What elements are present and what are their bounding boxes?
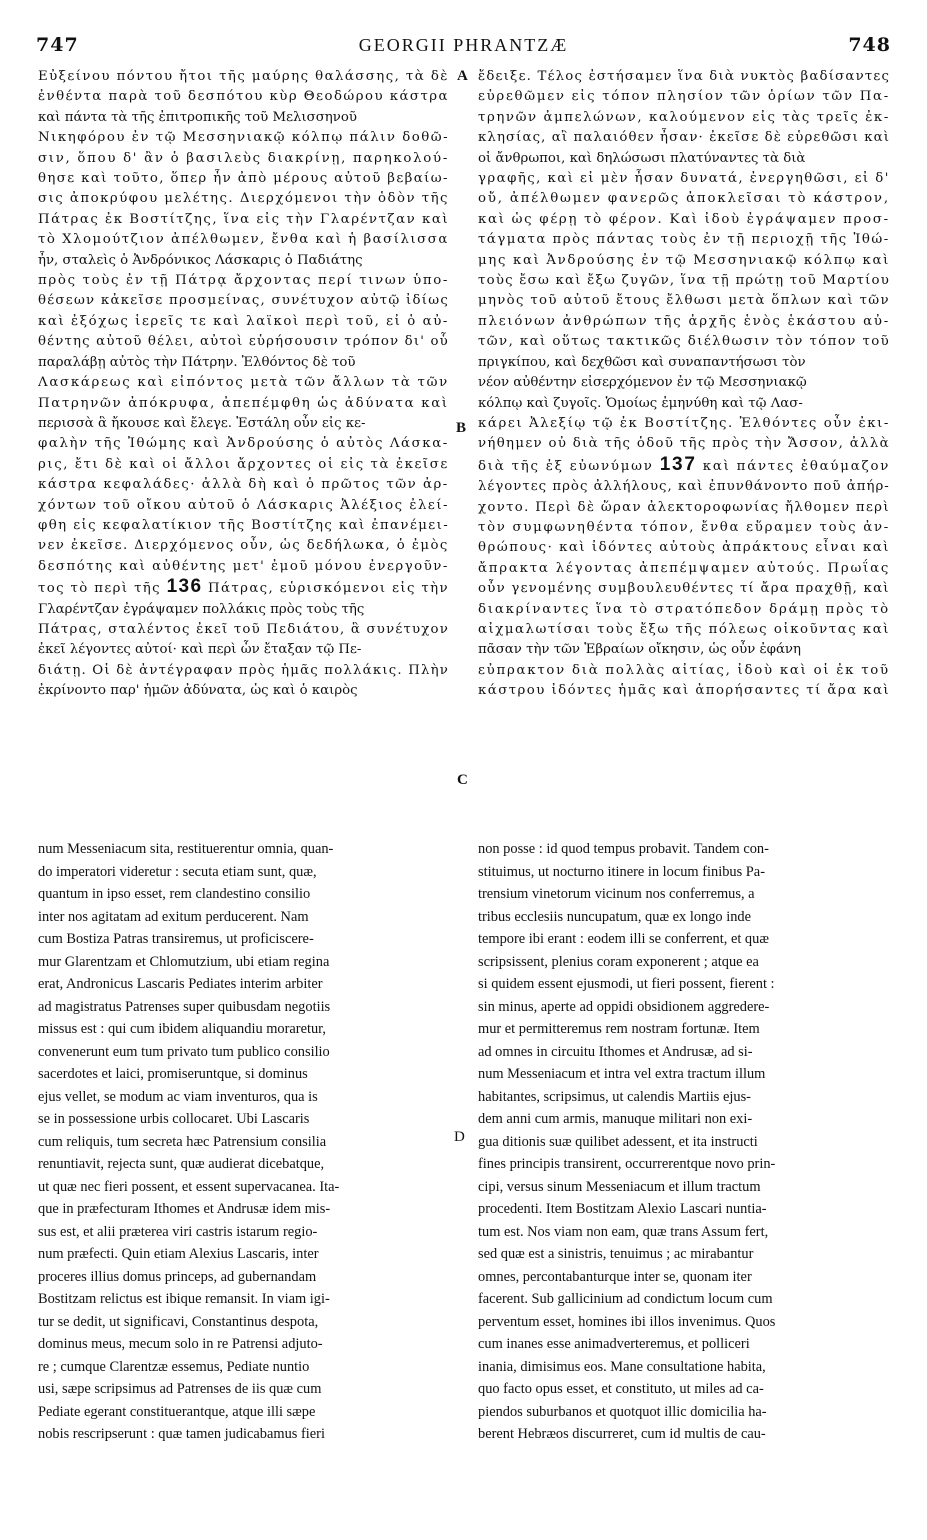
latin-left-line: num præfecti. Quin etiam Alexius Lascaris, inter [38, 1246, 319, 1262]
greek-right-line: νέον αὐθέντην εἰσερχόμενον ἐν τῷ Μεσσηνιακῷ [478, 375, 807, 391]
greek-right-line: οὔ, ἀπέλθωμεν φανερῶς ἀποκλεῖσαι τὸ κάστρον, [478, 191, 890, 207]
latin-left-line: convenerunt eum tum privato tum publico consilio [38, 1043, 330, 1060]
latin-left-line: ad magistratus Patrenses super quibusdam negotiis [38, 998, 331, 1015]
latin-right-line: tum est. Nos viam non eam, quæ trans Assum fert, [478, 1223, 769, 1240]
latin-right-line: inania, dimisimus eos. Mane consultatione habita, [478, 1358, 766, 1375]
latin-left-line: sus est, et alii præterea viri castris istarum regio- [38, 1223, 318, 1240]
greek-right-line: πλειόνων ἀνθρώπων τῆς ἀρχῆς ἑνὸς ἑκάστου αὐ- [478, 313, 890, 329]
greek-left-line: ἐκρίνοντο παρ' ἡμῶν ἀδύνατα, ὡς καὶ ὁ καιρὸς [38, 683, 358, 699]
latin-left-line: num Messeniacum sita, restituerentur omnia, quan- [38, 841, 334, 857]
margin-letter-d: D [454, 1129, 465, 1145]
latin-left-line: sacerdotes et laici, promiseruntque, si dominus [38, 1066, 308, 1082]
latin-right-line: gua ditionis suæ quilibet adessent, et ita instructi [478, 1133, 758, 1150]
latin-left-line: ut quæ nec fieri possent, et essent supervacanea. Ita- [38, 1178, 340, 1195]
latin-left-line: Bostitzam relictus est ibique remansit. In viam igi- [38, 1291, 330, 1307]
greek-right-line: γραφῆς, καὶ εἰ μὲν ἦσαν δυνατά, ἐνεργηθῶσι, εἰ δ' [478, 171, 890, 187]
greek-right-line: διακρίναντες ἵνα τὸ στρατόπεδον δράμῃ πρὸς τὸ [478, 601, 890, 617]
greek-right-line: τὸν συμφωνηθέντα τόπον, ἔνθα εὕραμεν τοὺς ἀν- [478, 519, 890, 535]
greek-right-line: μης καὶ Ἀνδρούσης ἐν τῷ Μεσσηνιακῷ κόλπῳ καὶ [478, 252, 890, 268]
greek-right-line: κάστρου ἰδόντες ἡμᾶς καὶ ἀπορήσαντες τί ἄρα καὶ [478, 683, 890, 699]
latin-right-line: quo facto opus esset, et constituto, ut miles ad ca- [478, 1381, 764, 1397]
latin-left-line: do imperatori videretur : secuta etiam sunt, quæ, [38, 863, 317, 880]
greek-left-line: θέντης αὐτοῦ θέλει, αὐτοὶ εὑρήσουσιν τρόπον δι' οὗ [38, 334, 449, 350]
greek-right-line: νήθημεν οὐ διὰ τῆς ὁδοῦ τῆς πρὸς τὴν Ἄσσον, ἀλλὰ [478, 436, 890, 452]
latin-right-line: omnes, percontabanturque inter se, quonam iter [478, 1268, 752, 1285]
latin-left-line: proceres illius domus princeps, ad gubernandam [38, 1268, 317, 1285]
latin-column-left [38, 838, 449, 1528]
greek-right-line: οἱ ἄνθρωποι, καὶ δηλώσωσι πλατύναντες τὰ διὰ [478, 150, 806, 166]
latin-left-line: tur se dedit, ut significavi, Constantinus despota, [38, 1313, 319, 1330]
greek-left-line: ρις, ἔτι δὲ καὶ οἱ ἄλλοι ἄρχοντες οἱ εἰς τὰ ἐκεῖσε [38, 456, 449, 472]
greek-left-line: κάστρα κεφαλάδες· ἀλλὰ δὴ καὶ ὁ πρῶτος τῶν ἀρ- [38, 477, 449, 493]
greek-left-line: τος τὸ περὶ τῆς 136 Πάτρας, εὑρισκόμενοι εἰς τὴν [38, 577, 449, 598]
latin-right-line: berent Hebræos discurreret, cum id multis de cau- [478, 1426, 766, 1442]
latin-right-line: habitantes, scripsimus, ut calendis Martiis ejus- [478, 1088, 751, 1105]
greek-right-line: ἔδειξε. Τέλος ἐστήσαμεν ἵνα διὰ νυκτὸς βαδίσαντες [478, 69, 890, 84]
page-number-right: 748 [848, 34, 891, 56]
greek-left-line: τὸ Χλομούτζιον ἀπέλθωμεν, ἔνθα καὶ ἡ βασίλισσα [38, 232, 449, 248]
latin-right-line: stituimus, ut nocturno itinere in locum finibus Pa- [478, 863, 765, 880]
greek-left-line: ἐνθέντα παρὰ τοῦ δεσπότου κὺρ Θεοδώρου κάστρα [38, 89, 449, 105]
latin-left-line: re ; cumque Clarentzæ essemus, Pediate nuntio [38, 1358, 310, 1375]
greek-left-line: ἐκεῖ λέγοντες αὐτοί· καὶ περὶ ὧν ἔταξαν τῷ Πε- [38, 642, 362, 658]
greek-left-line: δεσπότης καὶ αὐθέντης μετ' ἐμοῦ μόνου ἐνεργοῦν- [38, 558, 449, 574]
latin-left-line: ejus vellet, se modum ac viam inventuros, qua is [38, 1088, 318, 1105]
greek-left-line: Λασκάρεως καὶ εἰπόντος μετὰ τῶν ἄλλων τὰ τῶν [38, 375, 449, 391]
latin-left-line: cum reliquis, tum secreta hæc Patrensium consilia [38, 1133, 327, 1150]
greek-right-line: εὑρεθῶμεν εἰς τόπον πλησίον τῶν ὁρίων τῶν Πα- [478, 89, 890, 105]
latin-left-line: inter nos agitatam ad exitum perducerent. Nam [38, 908, 309, 925]
latin-left-line: dominus meus, mecum solo in re Patrensi adjuto- [38, 1336, 323, 1352]
latin-left-line: cum Bostiza Patras transiremus, ut proficiscere- [38, 931, 314, 947]
latin-right-line: facerent. Sub gallicinium ad condictum locum cum [478, 1291, 773, 1307]
greek-left-line: Πάτρας, σταλέντος ἐκεῖ τοῦ Πεδιάτου, ἃ συνέτυχον [38, 621, 449, 637]
greek-right-line: ἄπρακτα λέγοντας ἀπεπέμψαμεν αὐτούς. Πρωΐας [478, 560, 890, 576]
latin-right-line: sed quæ est a sinistris, tenuimus ; ac mirabantur [478, 1246, 754, 1262]
latin-right-line: trensium vinetorum vicinum nos conferremus, a [478, 886, 755, 902]
greek-left-line: σις ἀποκρύφου μελέτης. Διερχόμενοι τὴν ὁδὸν τῆς [38, 191, 449, 207]
greek-left-line: περισσὰ ἃ ἤκουσε καὶ ἔλεγε. Ἐστάλη οὖν εἰς κε- [38, 415, 366, 431]
greek-column-left [38, 67, 449, 817]
latin-right-line: tempore ibi erant : eodem illi se conferrent, et quæ [478, 931, 769, 947]
latin-left-line: nobis rescripserunt : quæ tamen judicabamus fieri [38, 1426, 325, 1442]
section-number: 136 [166, 577, 203, 598]
greek-right-line: πᾶσαν τὴν τῶν Ἑβραίων οἴκησιν, ὡς οὖν ἐφάνη [478, 642, 801, 658]
latin-right-line: ad omnes in circuitu Ithomes et Andrusæ, ad si- [478, 1043, 753, 1060]
greek-right-line: κόλπῳ καὶ ζυγοῖς. Ὁμοίως ἐμηνύθη καὶ τῷ Λασ- [478, 395, 803, 411]
latin-right-line: num Messeniacum et intra vel extra tractum illum [478, 1066, 766, 1082]
greek-right-line: τοὺς ἔσω καὶ ἔξω ζυγῶν, ἵνα τῇ πρώτῃ τοῦ Μαρτίου [478, 273, 890, 289]
greek-left-line: φθη εἰς κεφαλατίκιον τῆς Βοστίτζης καὶ ἐπανέμει- [38, 517, 449, 533]
greek-right-line: χοντο. Περὶ δὲ ὥραν ἀλεκτοροφωνίας ἤλθομεν περὶ [478, 499, 890, 515]
greek-left-line: Εὐξείνου πόντου ἤτοι τῆς μαύρης θαλάσσης, τὰ δὲ [38, 69, 449, 84]
latin-left-line: renuntiavit, rejecta sunt, quæ audierat dicebatque, [38, 1156, 325, 1172]
greek-left-line: Νικηφόρου ἐν τῷ Μεσσηνιακῷ κόλπῳ πάλιν δοθῶ- [38, 130, 449, 146]
latin-right-line: si quidem essent ejusmodi, ut fieri possent, fierent : [478, 976, 775, 992]
greek-right-line: πριγκίπου, καὶ δεχθῶσι καὶ συναπαντήσωσι τὸν [478, 354, 806, 370]
greek-right-line: τῶν, καὶ οὕτως τακτικῶς διέλθωσιν τὸν τόπον τοῦ [478, 334, 890, 350]
running-title: GEORGII PHRANTZÆ [358, 35, 569, 55]
latin-right-line: sin minus, aperte ad oppidi obsidionem aggredere- [478, 998, 770, 1015]
latin-left-line: que in præfecturam Ithomes et Andrusæ idem mis- [38, 1201, 331, 1217]
latin-right-line: mur et permitteremus rem nostram fortunæ. Item [478, 1021, 760, 1037]
latin-right-line: cum inanes esse animadverteremus, et polliceri [478, 1336, 750, 1352]
margin-letter-c: C [457, 772, 468, 788]
latin-right-line: procedenti. Item Bostitzam Alexio Lascari nuntia- [478, 1201, 767, 1217]
page-header [0, 34, 927, 60]
greek-column-right [478, 67, 890, 817]
latin-left-line: quantum in ipso esset, rem clandestino consilio [38, 886, 311, 902]
greek-left-line: θησε καὶ τοῦτο, ὅπερ ἦν ἀπὸ μέρους αὐτοῦ βεβαίω- [38, 171, 449, 187]
latin-left-line: erat, Andronicus Lascaris Pediates interim arbiter [38, 976, 323, 992]
greek-right-line: τρηνῶν ἀμπελώνων, καλούμενον εἰς τὰς τρεῖς ἐκ- [478, 109, 890, 125]
greek-left-line: νεν ἐκεῖσε. Διερχόμενος οὖν, ὡς δεδήλωκα, ὁ ἐμὸς [38, 538, 449, 554]
latin-left-line: Pediate egerant constituerantque, atque illi sæpe [38, 1403, 316, 1420]
greek-left-line: θέσεων κἀκεῖσε προσμείνας, συνέτυχον αὐτῷ ἰδίως [38, 293, 449, 309]
latin-right-line: cipi, versus sinum Messeniacum et illum tractum [478, 1178, 761, 1195]
greek-right-line: καὶ ὡς φέρῃ τὸ φέρον. Καὶ ἰδοὺ ἐγράψαμεν προσ- [478, 211, 890, 227]
margin-letter-b: B [456, 420, 467, 436]
greek-right-line: μηνὸς τοῦ αὐτοῦ ἔτους ἔλθωσι μετὰ ὅπλων καὶ τῶν [478, 293, 890, 309]
greek-left-line: διάτῃ. Οἱ δὲ ἀντέγραφαν πρὸς ἡμᾶς πολλάκις. Πλὴν [38, 662, 449, 678]
greek-left-line: ἦν, σταλεὶς ὁ Ἀνδρόνικος Λάσκαρις ὁ Παδιάτης [38, 252, 363, 268]
greek-left-line: χόντων τοῦ οἴκου αὐτοῦ ὁ Λάσκαρις Ἀλέξιος ἐλεί- [38, 497, 449, 513]
greek-right-line: κάρει Ἀλεξίῳ τῷ ἐκ Βοστίτζης. Ἐλθόντες οὖν ἐκι- [478, 415, 890, 431]
latin-left-line: usi, sæpe scripsimus ad Patrenses de iis quæ cum [38, 1381, 322, 1397]
greek-right-line: διὰ τῆς ἐξ εὐωνύμων 137 καὶ πάντες ἐθαύμαζον [478, 454, 890, 475]
margin-letter-a: A [457, 68, 468, 84]
greek-right-line: θρώπους· καὶ ἰδόντες αὐτοὺς ἀπράκτους εἶναι καὶ [478, 540, 890, 556]
latin-left-line: mur Glarentzam et Chlomutzium, ubi etiam regina [38, 953, 330, 970]
page-number-left: 747 [36, 34, 79, 56]
greek-right-line: οὖν γενομένης συμβουλευθέντες τί ἄρα πραχθῇ, καὶ [478, 581, 890, 597]
greek-left-line: παραλάβῃ αὐτὸς τὴν Πάτρην. Ἐλθόντος δὲ τοῦ [38, 354, 356, 370]
greek-left-line: Γλαρέντζαν ἐγράψαμεν πολλάκις πρὸς τοὺς τῆς [38, 601, 365, 617]
greek-right-line: εὐπρακτον διὰ πολλὰς αἰτίας, ἰδοὺ καὶ οἱ ἐκ τοῦ [478, 662, 890, 678]
section-number: 137 [659, 454, 697, 475]
latin-left-line: se in possessione urbis collocaret. Ubi Lascaris [38, 1111, 310, 1127]
greek-left-line: Πάτρας ἐκ Βοστίτζης, ἵνα εἰς τὴν Γλαρέντζαν καὶ [38, 211, 449, 227]
latin-left-line: missus est : qui cum ibidem aliquandiu moraretur, [38, 1021, 326, 1037]
greek-left-line: καὶ πάντα τὰ τῆς ἐπιτροπικῆς τοῦ Μελισσηνοῦ [38, 109, 357, 125]
latin-right-line: non posse : id quod tempus probavit. Tandem con- [478, 841, 769, 857]
greek-left-line: καὶ ἐξόχως ἱερεῖς τε καὶ λαϊκοὶ περὶ τοῦ, εἰ ὁ αὐ- [38, 313, 449, 329]
latin-right-line: dem anni cum armis, manuque militari non exi- [478, 1111, 753, 1127]
greek-right-line: λέγοντες πρὸς ἀλλήλους, καὶ ἐπυνθάνοντο ποῦ ἀπήρ- [478, 479, 890, 495]
latin-right-line: tribus ecclesiis nuncupatum, quæ ex longo inde [478, 908, 751, 925]
greek-right-line: κλησίας, αἳ παλαιόθεν ἦσαν· ἐκεῖσε δὲ εὑρεθῶσι καὶ [478, 130, 890, 146]
greek-left-line: σιν, ὅπου δ' ἂν ὁ βασιλεὺς διακρίνῃ, παρηκολού- [38, 150, 449, 166]
latin-right-line: piendos suburbanos et quotquot illic domicilia ha- [478, 1403, 767, 1420]
greek-left-line: Πατρηνῶν ἀπόκρυφα, ἀπεπέμφθη ὡς ἀδύνατα καὶ [38, 395, 449, 411]
greek-right-line: τάγματα πρὸς πάντας τοὺς ἐν τῇ περιοχῇ τῆς Ἰθώ- [478, 232, 890, 248]
latin-right-line: perventum esset, homines ibi illos invenimus. Quos [478, 1313, 776, 1330]
latin-column-right [478, 838, 890, 1528]
greek-left-line: πρὸς τοὺς ἐν τῇ Πάτρᾳ ἄρχοντας περί τινων ὑπο- [38, 273, 449, 289]
greek-right-line: αἰχμαλωτίσαι τοὺς ἔξω τῆς πόλεως οἰκοῦντας καὶ [478, 621, 890, 637]
greek-left-line: φαλὴν τῆς Ἰθώμης καὶ Ἀνδρούσης ὁ αὐτὸς Λάσκα- [38, 436, 449, 452]
latin-right-line: fines principis transirent, occurrerentque novo prin- [478, 1156, 776, 1172]
latin-right-line: scripsissent, plenius coram exponerent ; atque ea [478, 953, 759, 970]
